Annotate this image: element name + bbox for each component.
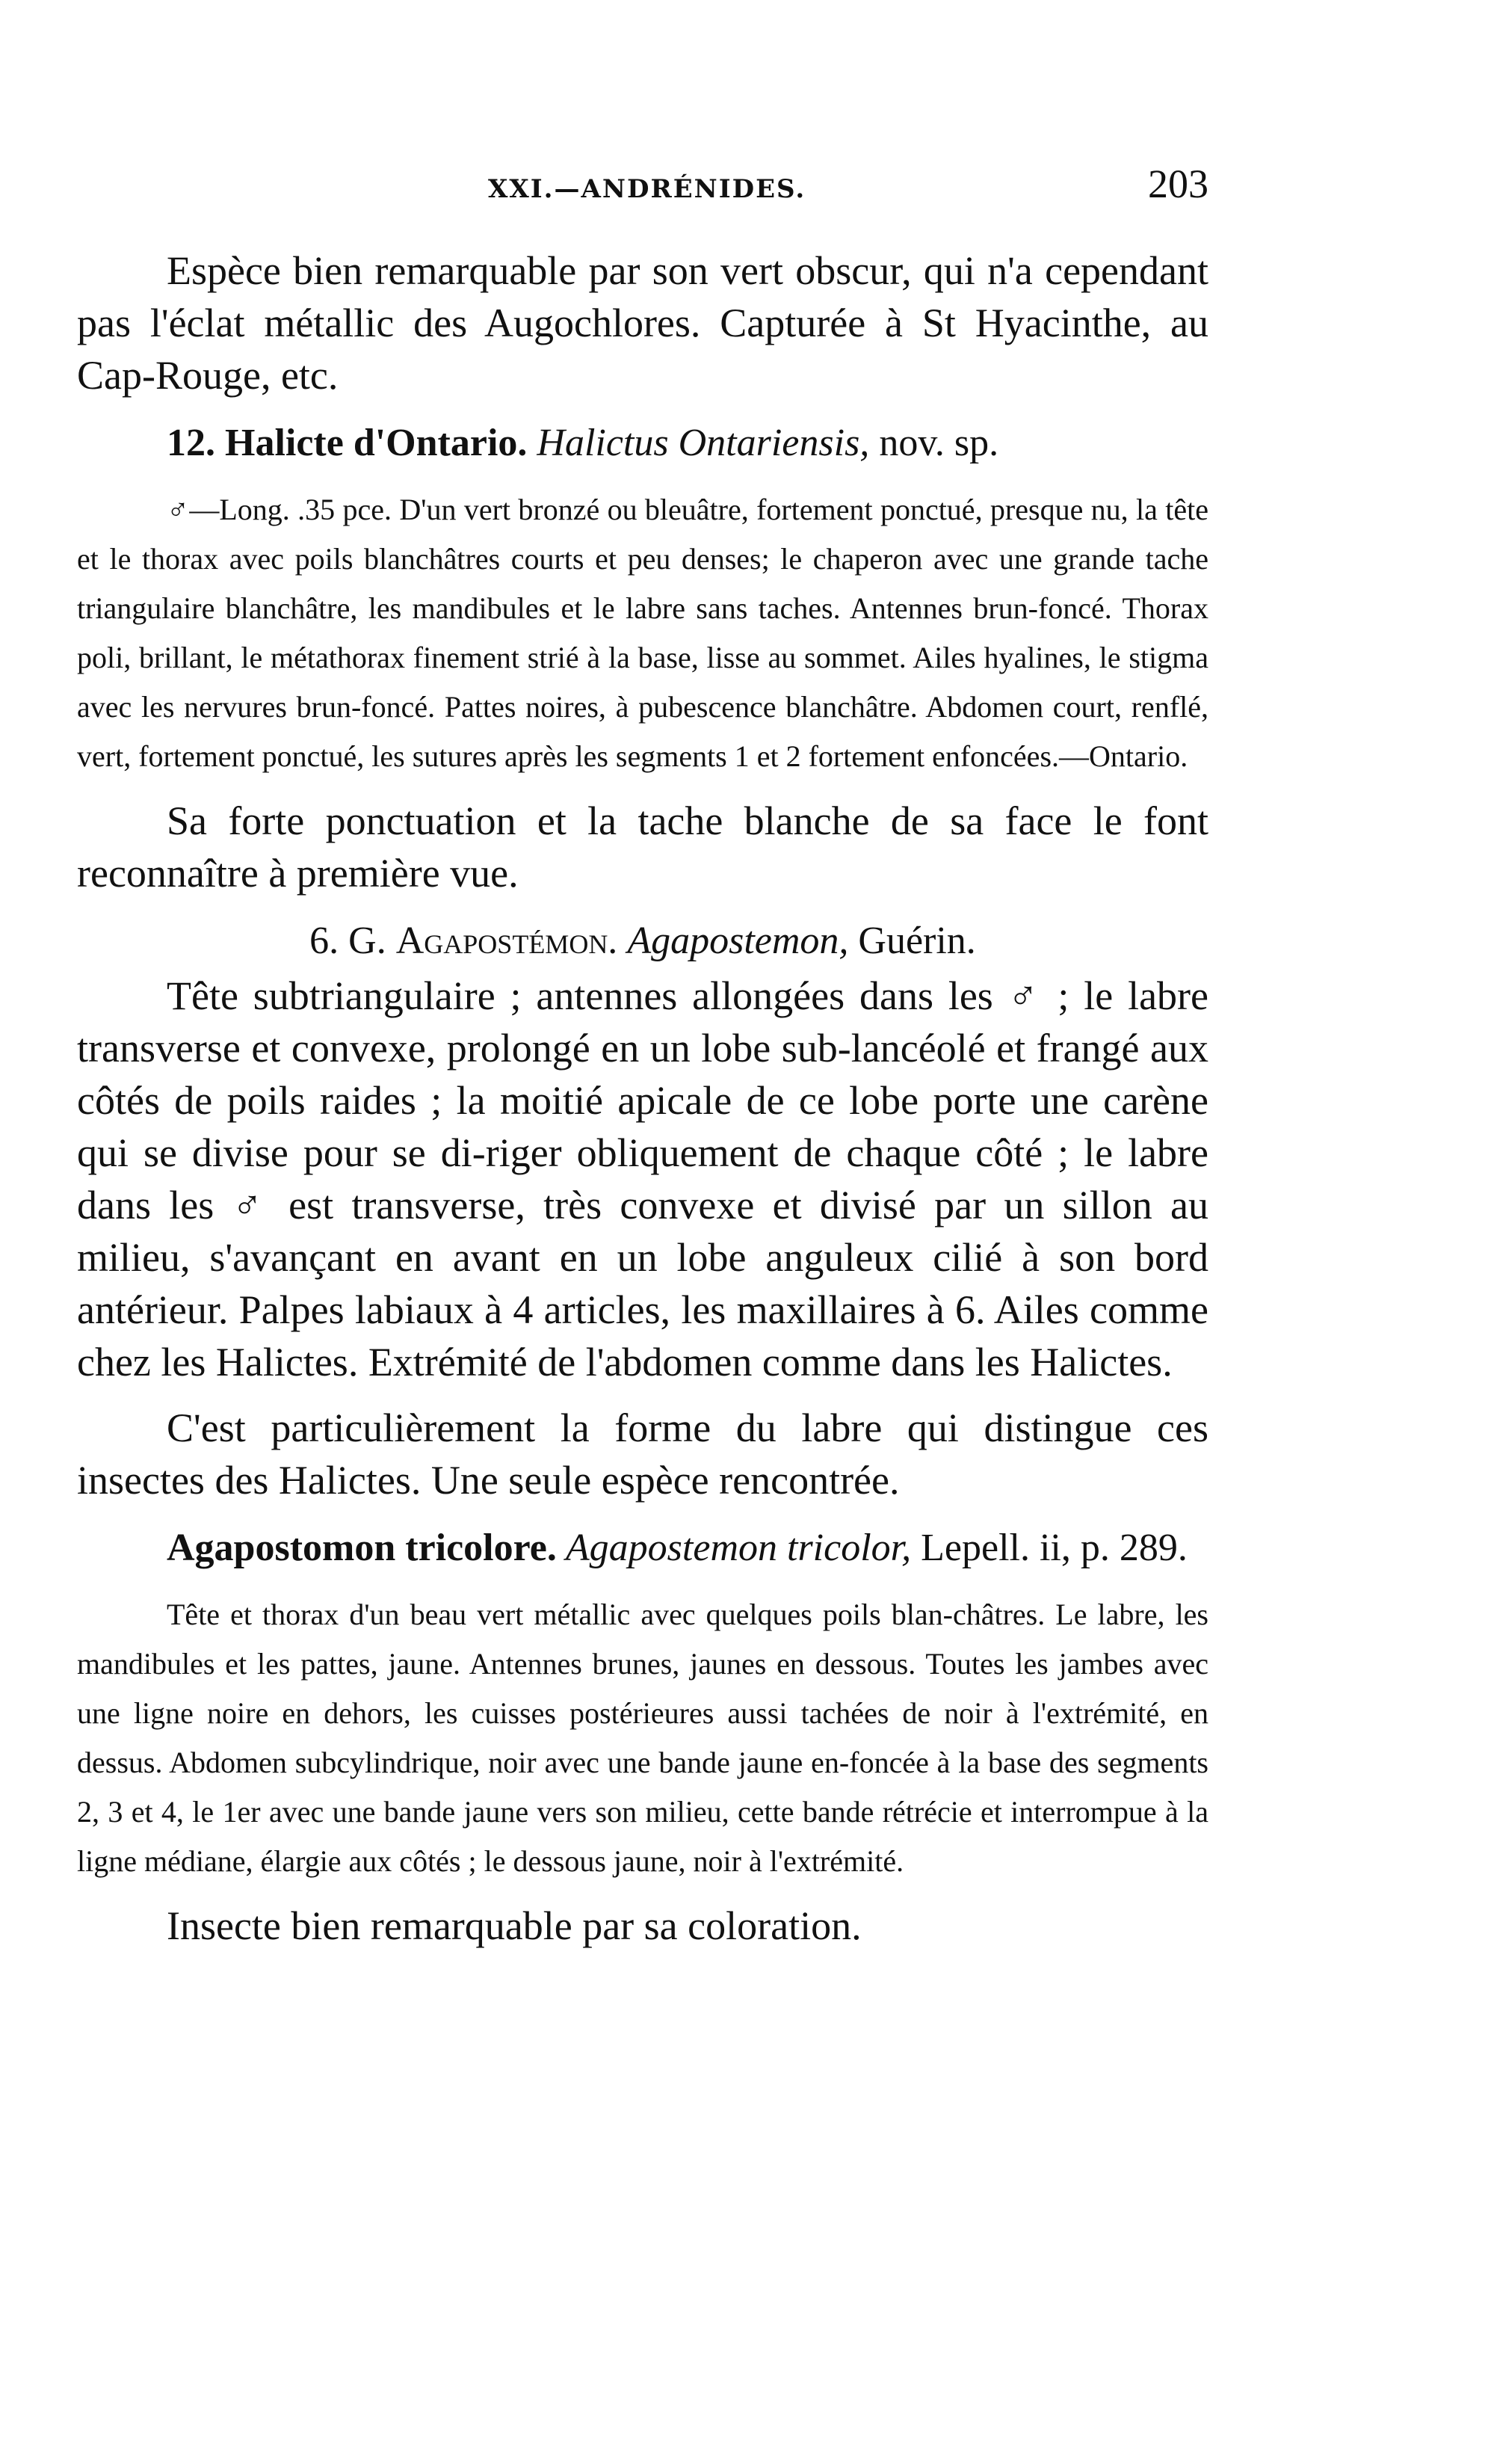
genus-heading-agapostemon xyxy=(77,913,1208,970)
species-description-halictus-ontariensis: ♂—Long. .35 pce. D'un vert bronzé ou bleuâtre, fortement ponctué, presque nu, la tête et le thorax avec poils blanchâtres courts et peu denses; le chaperon avec une grande tache triangulaire blanchâtre, les mandibules et le labre sans taches. Antennes brun-foncé. Thorax poli, brillant, le métathorax finement strié à la base, lisse au sommet. Ailes hyalines, le stigma avec les nervures brun-foncé. Pattes noires, à pubescence blanchâtre. Abdomen court, renflé, vert, fortement ponctué, les sutures après les segments 1 et 2 fortement enfoncées.—Ontario. xyxy=(77,493,1208,773)
running-head: XXI.—ANDRÉNIDES. xyxy=(488,174,806,204)
species-description-agapostemon-tricolor: Tête et thorax d'un beau vert métallic avec quelques poils blan-châtres. Le labre, les mandibules et les pattes, jaune. Antennes brunes, jaunes en dessous. Toutes les jambes avec une ligne noire en dehors, les cuisses postérieures aussi tachées de noir à l'extrémité, en dessus. Abdomen subcylindrique, noir avec une bande jaune en-foncée à la base des segments 2, 3 et 4, le 1er avec une bande jaune vers son milieu, cette bande rétrécie et interrompue à la ligne médiane, élargie aux côtés ; le dessous jaune, noir à l'extrémité. xyxy=(77,1598,1208,1878)
species-latin-name-2: Agapostemon tricolor, xyxy=(556,1527,912,1569)
genus-latin-name: Agapostemon, xyxy=(627,920,849,962)
page-header xyxy=(488,161,1208,207)
paragraph-labrum: C'est particulièrement la forme du labre qui distingue ces insectes des Halictes. Une seule espèce rencontrée. xyxy=(77,1405,1208,1503)
page-number: 203 xyxy=(1148,161,1208,206)
species-common-name: Halicte d'Ontario. xyxy=(225,422,528,464)
genus-number: 6. G. xyxy=(309,920,386,962)
species-latin-name: Halictus Ontariensis, xyxy=(537,422,870,464)
genus-name: Agapostémon. xyxy=(395,920,618,962)
species-suffix: nov. sp. xyxy=(869,422,999,464)
paragraph-intro: Espèce bien remarquable par son vert obscur, qui n'a cependant pas l'éclat métallic des Augochlores. Capturée à St Hyacinthe, au Cap-Rouge, etc. xyxy=(77,248,1208,398)
genus-author: Guérin. xyxy=(848,920,976,962)
species-heading-halictus-ontariensis xyxy=(77,415,1208,472)
species-number: 12. xyxy=(167,422,215,464)
species-common-name-2: Agapostomon tricolore. xyxy=(167,1527,557,1569)
genus-description: Tête subtriangulaire ; antennes allongées dans les ♂ ; le labre transverse et convexe, prolongé en un lobe sub-lancéolé et frangé aux côtés de poils raides ; la moitié apicale de ce lobe porte une carène qui se divise pour se di-riger obliquement de chaque côté ; le labre dans les ♂ est transverse, très convexe et divisé par un sillon au milieu, s'avançant en avant en un lobe anguleux cilié à son bord antérieur. Palpes labiaux à 4 articles, les maxillaires à 6. Ailes comme chez les Halictes. Extrémité de l'abdomen comme dans les Halictes. xyxy=(77,973,1208,1385)
paragraph-recognition: Sa forte ponctuation et la tache blanche de sa face le font reconnaître à première vue. xyxy=(77,798,1208,896)
species-reference: Lepell. ii, p. 289. xyxy=(911,1527,1188,1569)
paragraph-closing: Insecte bien remarquable par sa coloration. xyxy=(167,1903,862,1948)
species-heading-agapostemon-tricolor xyxy=(77,1520,1208,1577)
